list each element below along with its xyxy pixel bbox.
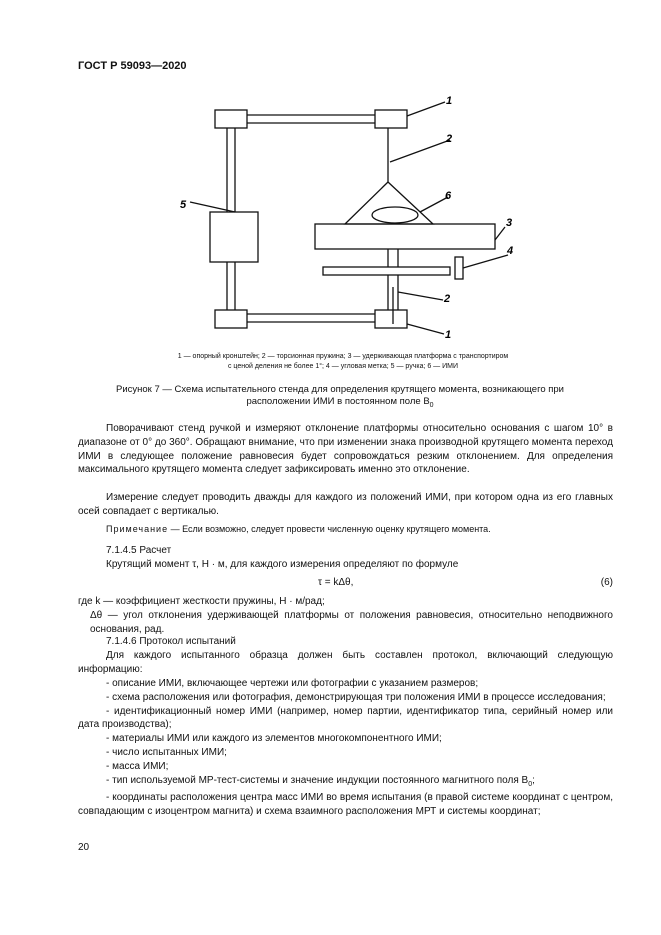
bottom-left-bracket: [215, 310, 247, 328]
handle: [210, 212, 258, 262]
list-item: - тип используемой МР-тест-системы и значение индукции постоянного магнитного поля $B_0$;: [106, 774, 535, 788]
torque-sentence: Крутящий момент τ, Н · м, для каждого измерения определяют по формуле: [106, 559, 459, 570]
list-item: - идентификационный номер ИМИ (например, номер партии, идентификатор типа, серийный номер или дата производства);: [78, 705, 613, 731]
callout-4: 4: [507, 245, 514, 257]
top-left-bracket: [215, 110, 247, 128]
figure-caption: Рисунок 7 — Схема испытательного стенда для определения крутящего момента, возникающего при расположении ИМИ в постоянном поле $B_0$: [116, 384, 564, 409]
device-ellipse: [372, 207, 418, 223]
callout-2-top: 2: [446, 133, 453, 145]
list-item: - масса ИМИ;: [106, 760, 169, 772]
paragraph-rotation: Поворачивают стенд ручкой и измеряют отклонение платформы относительно основания с шагом 10° в диапазоне от 0° до 360°. Обращают внимание, что при изменении знака производной крутящего момента переход ИМИ в следующее положение равновесия будет сопровождаться резким отклонением. Для определения максимального крутящего момента следует зафиксировать именно это отклонение.: [78, 423, 613, 476]
list-item: - координаты расположения центра масс ИМИ во время испытания (в правой системе координат с центром, совпадающим с изоцентром магнита) и схема взаимного расположения МРТ и системы координат;: [78, 792, 613, 818]
top-right-bracket: [375, 110, 407, 128]
protocol-list: [78, 677, 613, 819]
legend-line: с ценой деления не более 1°; 4 — угловая метка; 5 — ручка; 6 — ИМИ: [227, 363, 459, 370]
list-item: - схема расположения или фотография, демонстрирующая три положения ИМИ в процессе исследования;: [106, 691, 606, 703]
figure-legend: [118, 352, 568, 372]
list-item: - число испытанных ИМИ;: [106, 746, 227, 758]
callout-3: 3: [506, 217, 513, 229]
callout-1-top: 1: [446, 95, 453, 107]
angle-mark: [455, 257, 463, 279]
paragraph-measurement: Измерение следует проводить дважды для каждого из положений ИМИ, при котором одна из его главных осей совпадает с вертикалью.: [78, 492, 613, 517]
protocol-intro: Для каждого испытанного образца должен быть составлен протокол, включающий следующую информацию:: [78, 650, 613, 675]
base-disk: [323, 267, 450, 275]
bottom-right-bracket: [375, 310, 407, 328]
formula-number: (6): [600, 577, 613, 588]
callout-1-bottom: 1: [445, 329, 452, 341]
page-number: 20: [78, 842, 90, 853]
callout-6: 6: [445, 190, 452, 202]
callout-2-bottom: 2: [444, 293, 451, 305]
where-dtheta: Δθ — угол отклонения удерживающей платформы от положения равновесия, относительно неподвижного основания, рад.: [90, 610, 613, 635]
list-item: - описание ИМИ, включающее чертежи или фотографии с указанием размеров;: [106, 678, 479, 689]
list-item: - материалы ИМИ или каждого из элементов многокомпонентного ИМИ;: [106, 733, 442, 745]
section-7-1-4-6: 7.1.4.6 Протокол испытаний: [106, 636, 236, 647]
note: Примечание — Если возможно, следует провести численную оценку крутящего момента.: [106, 524, 491, 534]
formula: τ = kΔθ,: [318, 577, 354, 588]
holding-platform: [315, 224, 495, 249]
legend-line: 1 — опорный кронштейн; 2 — торсионная пружина; 3 — удерживающая платформа с транспортиром: [177, 353, 509, 360]
callout-5: 5: [180, 199, 187, 211]
where-k: где k — коэффициент жесткости пружины, Н · м/рад;: [78, 596, 325, 607]
test-stand-diagram: [150, 92, 530, 342]
section-7-1-4-5: 7.1.4.5 Расчет: [106, 545, 172, 556]
document-header: ГОСТ Р 59093—2020: [78, 60, 187, 72]
